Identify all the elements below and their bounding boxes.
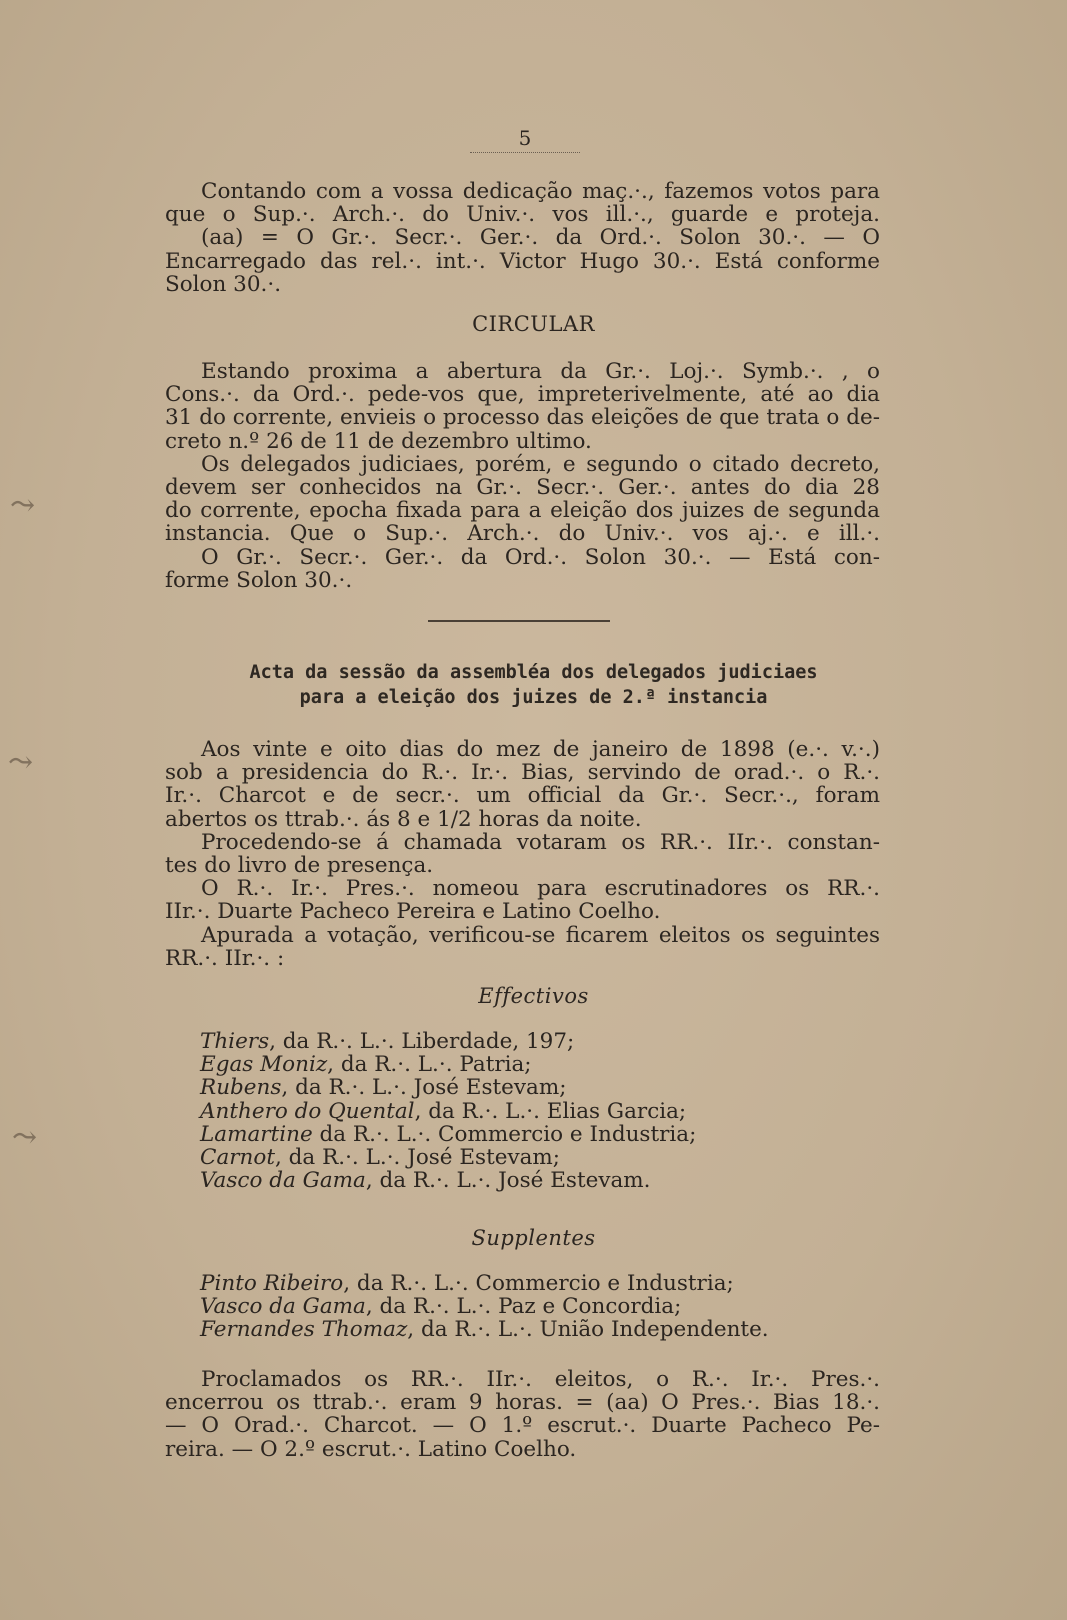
margin-mark: ⤳ bbox=[10, 488, 36, 523]
list-item bbox=[200, 1123, 840, 1146]
acta-line: O R.·. Ir.·. Pres.·. nomeou para escrutinadores os RR.·. bbox=[201, 876, 880, 902]
elected-name: Rubens bbox=[200, 1075, 282, 1101]
circular-line: Estando proxima a abertura da Gr.·. Loj.·. Symb.·. , o bbox=[201, 359, 880, 384]
circular-heading: CIRCULAR bbox=[472, 312, 595, 336]
page-number: 5 bbox=[470, 126, 580, 153]
closing-paragraph bbox=[165, 1368, 880, 1461]
elected-lodge: , da R.·. L.·. José Estevam; bbox=[281, 1075, 567, 1101]
elected-lodge: , da R.·. L.·. União Independente. bbox=[407, 1317, 769, 1343]
effectivos-heading: Effectivos bbox=[478, 984, 589, 1008]
acta-body bbox=[165, 738, 880, 970]
elected-name: Carnot bbox=[200, 1145, 275, 1171]
circular-line: 31 do corrente, envieis o processo das eleições de que trata o de- bbox=[165, 405, 880, 431]
acta-line: tes do livro de presença. bbox=[165, 853, 434, 879]
acta-line: Aos vinte e oito dias do mez de janeiro de 1898 (e.·. v.·.) bbox=[201, 737, 880, 762]
list-item bbox=[200, 1272, 840, 1295]
list-item bbox=[200, 1318, 840, 1341]
circular-body bbox=[165, 360, 880, 592]
acta-line: Apurada a votação, verificou-se ficarem eleitos os seguintes bbox=[201, 922, 880, 948]
circular-line: do corrente, epocha fixada para a eleição dos juizes de segunda bbox=[165, 498, 880, 524]
opening-line: Contando com a vossa dedicação maç.·., fazemos votos para bbox=[201, 179, 880, 204]
elected-name: Vasco da Gama bbox=[200, 1168, 366, 1194]
effectivos-list bbox=[200, 1030, 840, 1192]
elected-name: Anthero do Quental bbox=[200, 1098, 415, 1124]
acta-line: Ir.·. Charcot e de secr.·. um official da Gr.·. Secr.·., foram bbox=[165, 783, 880, 809]
acta-line: Procedendo-se á chamada votaram os RR.·. IIr.·. constan- bbox=[201, 829, 880, 855]
elected-name: Pinto Ribeiro bbox=[200, 1271, 344, 1296]
opening-line: Solon 30.·. bbox=[165, 271, 282, 297]
opening-line: que o Sup.·. Arch.·. do Univ.·. vos ill.·., guarde e proteja. bbox=[165, 202, 880, 228]
closing-line: encerrou os ttrab.·. eram 9 horas. = (aa) O Pres.·. Bias 18.·. bbox=[165, 1390, 880, 1416]
supplentes-list bbox=[200, 1272, 840, 1342]
elected-name: Vasco da Gama bbox=[200, 1294, 366, 1320]
acta-title-line2: para a eleição dos juizes de 2.ª instancia bbox=[299, 687, 768, 708]
circular-line: instancia. Que o Sup.·. Arch.·. do Univ.·. vos aj.·. e ill.·. bbox=[165, 521, 880, 547]
supplentes-heading: Supplentes bbox=[471, 1226, 596, 1250]
elected-lodge: , da R.·. L.·. Elias Garcia; bbox=[414, 1098, 687, 1124]
opening-line: Encarregado das rel.·. int.·. Victor Hugo 30.·. Está conforme bbox=[165, 248, 880, 274]
margin-mark: ⤳ bbox=[8, 745, 34, 780]
list-item bbox=[200, 1076, 840, 1099]
elected-lodge: , da R.·. L.·. Liberdade, 197; bbox=[269, 1029, 575, 1054]
list-item bbox=[200, 1295, 840, 1318]
elected-name: Lamartine bbox=[200, 1121, 313, 1147]
closing-line: Proclamados os RR.·. IIr.·. eleitos, o R.·. Ir.·. Pres.·. bbox=[201, 1367, 880, 1392]
opening-line: (aa) = O Gr.·. Secr.·. Ger.·. da Ord.·. Solon 30.·. — O bbox=[201, 225, 880, 251]
section-separator bbox=[428, 620, 610, 622]
circular-line: Cons.·. da Ord.·. pede-vos que, impreterivelmente, até ao dia bbox=[165, 382, 880, 408]
elected-name: Fernandes Thomaz bbox=[200, 1317, 408, 1343]
elected-name: Thiers bbox=[200, 1029, 270, 1054]
elected-lodge: da R.·. L.·. Commercio e Industria; bbox=[312, 1121, 697, 1147]
acta-line: sob a presidencia do R.·. Ir.·. Bias, servindo de orad.·. o R.·. bbox=[165, 760, 880, 786]
circular-line: Os delegados judiciaes, porém, e segundo o citado decreto, bbox=[201, 451, 880, 477]
acta-title-line1: Acta da sessão da assembléa dos delegados judiciaes bbox=[249, 662, 818, 683]
elected-lodge: , da R.·. L.·. Patria; bbox=[327, 1052, 532, 1078]
acta-line: RR.·. IIr.·. : bbox=[165, 945, 285, 971]
elected-lodge: , da R.·. L.·. José Estevam; bbox=[274, 1145, 561, 1171]
closing-line: — O Orad.·. Charcot. — O 1.º escrut.·. Duarte Pacheco Pe- bbox=[165, 1413, 880, 1439]
list-item bbox=[200, 1100, 840, 1123]
acta-line: IIr.·. Duarte Pacheco Pereira e Latino Coelho. bbox=[165, 899, 661, 925]
elected-name: Egas Moniz bbox=[200, 1052, 328, 1078]
elected-lodge: , da R.·. L.·. Paz e Concordia; bbox=[365, 1294, 682, 1320]
circular-line: O Gr.·. Secr.·. Ger.·. da Ord.·. Solon 30.·. — Está con- bbox=[201, 544, 880, 570]
elected-lodge: , da R.·. L.·. José Estevam. bbox=[365, 1168, 651, 1194]
list-item bbox=[200, 1030, 840, 1053]
circular-line: creto n.º 26 de 11 de dezembro ultimo. bbox=[165, 428, 592, 454]
acta-line: abertos os ttrab.·. ás 8 e 1/2 horas da noite. bbox=[165, 806, 642, 832]
closing-line: reira. — O 2.º escrut.·. Latino Coelho. bbox=[165, 1436, 577, 1462]
opening-paragraph bbox=[165, 180, 880, 296]
margin-mark: ⤳ bbox=[12, 1120, 38, 1155]
circular-line: devem ser conhecidos na Gr.·. Secr.·. Ger.·. antes do dia 28 bbox=[165, 475, 880, 501]
elected-lodge: , da R.·. L.·. Commercio e Industria; bbox=[343, 1271, 734, 1296]
list-item bbox=[200, 1053, 840, 1076]
list-item bbox=[200, 1169, 840, 1192]
circular-line: forme Solon 30.·. bbox=[165, 567, 353, 593]
list-item bbox=[200, 1146, 840, 1169]
